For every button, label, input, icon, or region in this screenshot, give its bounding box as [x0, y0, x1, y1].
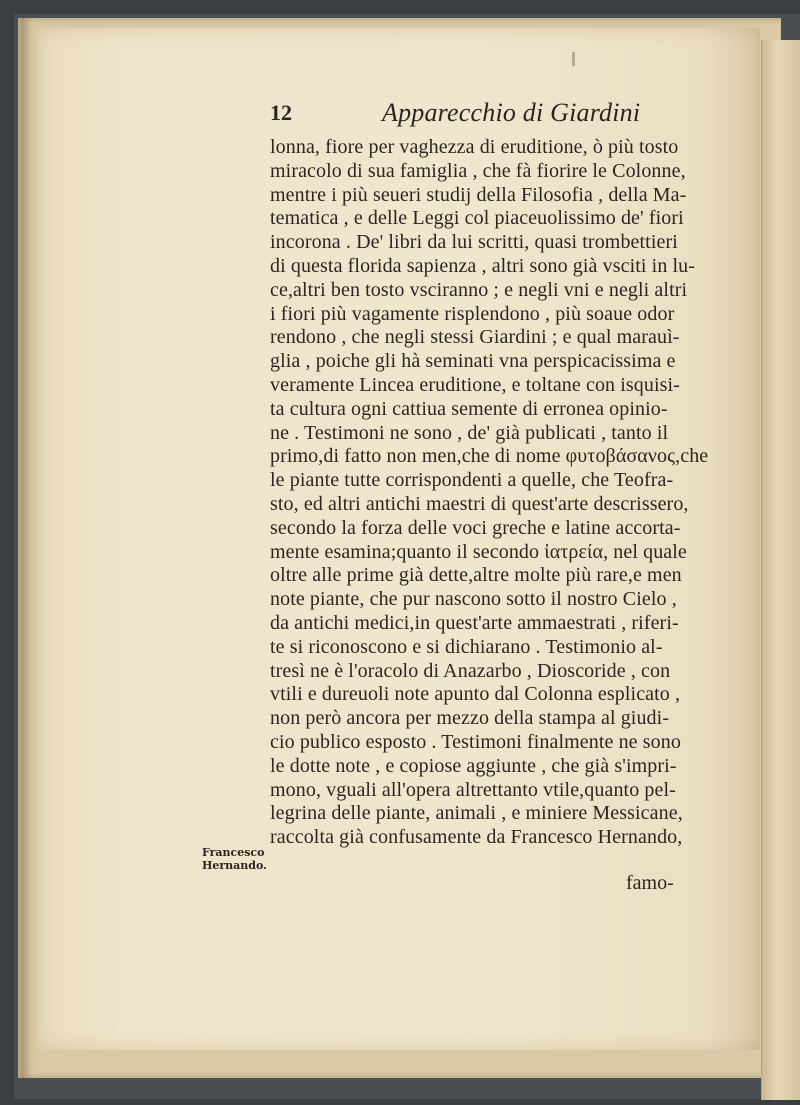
text-line: non però ancora per mezzo della stampa al giudi-	[270, 707, 670, 730]
catchword: famo-	[626, 872, 674, 894]
text-line: ne . Testimoni ne sono , de' già publicati , tanto il	[270, 421, 669, 444]
text-line: tematica , e delle Leggi col piaceuolissimo de' fiori	[270, 207, 684, 230]
text-line: lonna, fiore per vaghezza di eruditione, ò più tosto	[270, 136, 679, 158]
text-line: glia , poiche gli hà seminati vna perspicacissima e	[270, 350, 676, 373]
text-line: note piante, che pur nascono sotto il nostro Cielo ,	[270, 588, 677, 611]
text-line: legrina delle piante, animali , e miniere Messicane,	[270, 802, 683, 825]
margin-note-line: Francesco	[202, 846, 265, 859]
text-line: veramente Lincea eruditione, e toltane con isquisi-	[270, 373, 680, 396]
text-line: i fiori più vagamente risplendono , più soaue odor	[270, 302, 675, 325]
text-line: oltre alle prime già dette,altre molte più rare,e men	[270, 564, 682, 587]
page-number: 12	[270, 100, 292, 125]
running-title: Apparecchio di Giardini	[382, 98, 641, 127]
margin-note-line: Hernando.	[202, 859, 267, 872]
text-line: rendono , che negli stessi Giardini ; e qual marauì-	[270, 326, 680, 349]
text-line: primo,di fatto non men,che di nome φυτοβάσανος,che	[270, 445, 709, 468]
text-line: le dotte note , e copiose aggiunte , che già s'impri-	[270, 754, 677, 777]
text-line: le piante tutte corrispondenti a quelle, che Teofra-	[270, 469, 674, 492]
ink-mark	[572, 52, 575, 66]
text-line: da antichi medici,in quest'arte ammaestrati , riferi-	[270, 611, 679, 634]
margin-note	[202, 846, 272, 872]
text-line: te si riconoscono e si dichiarano . Testimonio al-	[270, 635, 663, 658]
text-line: mentre i più seueri studij della Filosofia , della Ma-	[270, 183, 687, 206]
text-line: incorona . De' libri da lui scritti, quasi trombettieri	[270, 231, 678, 254]
page-edge	[761, 40, 800, 1100]
text-line: mente esamina;quanto il secondo ἰατρεία, nel quale	[270, 540, 687, 563]
text-line: di questa florida sapienza , altri sono già vsciti in lu-	[270, 254, 696, 277]
text-line: secondo la forza delle voci greche e latine accorta-	[270, 516, 681, 539]
text-line: tresì ne è l'oracolo di Anazarbo , Dioscoride , con	[270, 659, 671, 682]
text-line: mono, vguali all'opera altrettanto vtile,quanto pel-	[270, 778, 676, 801]
text-line: vtili e dureuoli note apunto dal Colonna esplicato ,	[270, 683, 681, 706]
text-line: ce,altri ben tosto vsciranno ; e negli vni e negli altri	[270, 278, 688, 301]
text-line: ta cultura ogni cattiua semente di erronea opinio-	[270, 397, 668, 420]
text-line: miracolo di sua famiglia , che fà fiorire le Colonne,	[270, 159, 686, 182]
page-header	[270, 100, 700, 136]
text-line: raccolta già confusamente da Francesco Hernando,	[270, 826, 683, 849]
text-line: sto, ed altri antichi maestri di quest'arte descrissero,	[270, 492, 689, 515]
text-line: cio publico esposto . Testimoni finalmente ne sono	[270, 730, 681, 753]
body-text	[270, 136, 720, 850]
